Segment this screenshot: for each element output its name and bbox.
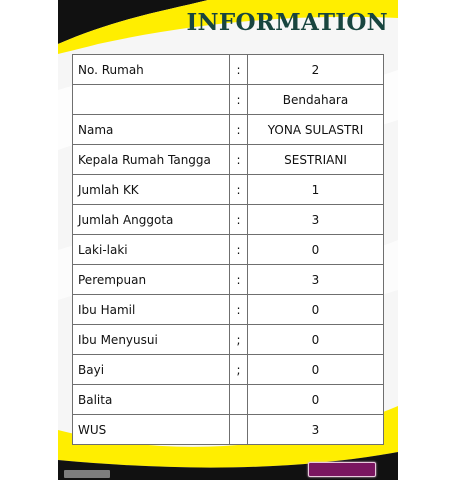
page-title: INFORMATION	[186, 9, 388, 36]
row-colon: :	[230, 265, 248, 295]
information-table	[72, 54, 384, 445]
row-colon	[230, 385, 248, 415]
row-colon: ;	[230, 355, 248, 385]
row-colon: :	[230, 235, 248, 265]
row-label: Jumlah Anggota	[73, 205, 230, 235]
row-value: Bendahara	[248, 85, 384, 115]
row-value: 0	[248, 295, 384, 325]
table-row	[73, 385, 384, 415]
row-colon: :	[230, 295, 248, 325]
row-label: Ibu Menyusui	[73, 325, 230, 355]
table-row	[73, 325, 384, 355]
row-value: 0	[248, 355, 384, 385]
row-value: 3	[248, 415, 384, 445]
row-colon: :	[230, 85, 248, 115]
row-value: 1	[248, 175, 384, 205]
table-row	[73, 115, 384, 145]
row-colon: :	[230, 115, 248, 145]
row-label: Balita	[73, 385, 230, 415]
row-colon: :	[230, 205, 248, 235]
row-label: Laki-laki	[73, 235, 230, 265]
row-label: Perempuan	[73, 265, 230, 295]
row-colon: ;	[230, 325, 248, 355]
table-row	[73, 55, 384, 85]
table-row	[73, 205, 384, 235]
row-label: Ibu Hamil	[73, 295, 230, 325]
row-value: 0	[248, 235, 384, 265]
information-card	[58, 0, 398, 480]
table-row	[73, 175, 384, 205]
row-label: Bayi	[73, 355, 230, 385]
row-label: No. Rumah	[73, 55, 230, 85]
row-label: Jumlah KK	[73, 175, 230, 205]
table-row	[73, 85, 384, 115]
table-row	[73, 145, 384, 175]
row-colon: :	[230, 175, 248, 205]
row-value: 2	[248, 55, 384, 85]
row-value: 0	[248, 325, 384, 355]
row-value: 0	[248, 385, 384, 415]
table-row	[73, 355, 384, 385]
table-row	[73, 265, 384, 295]
row-label: Kepala Rumah Tangga	[73, 145, 230, 175]
row-label: WUS	[73, 415, 230, 445]
row-value: 3	[248, 205, 384, 235]
row-label: Nama	[73, 115, 230, 145]
row-colon: :	[230, 55, 248, 85]
table-row	[73, 415, 384, 445]
row-value: 3	[248, 265, 384, 295]
row-value: SESTRIANI	[248, 145, 384, 175]
row-label	[73, 85, 230, 115]
row-colon	[230, 415, 248, 445]
row-value: YONA SULASTRI	[248, 115, 384, 145]
table-row	[73, 235, 384, 265]
table-row	[73, 295, 384, 325]
bottom-action-button[interactable]	[308, 462, 376, 477]
bottom-left-badge	[64, 470, 110, 478]
row-colon: :	[230, 145, 248, 175]
